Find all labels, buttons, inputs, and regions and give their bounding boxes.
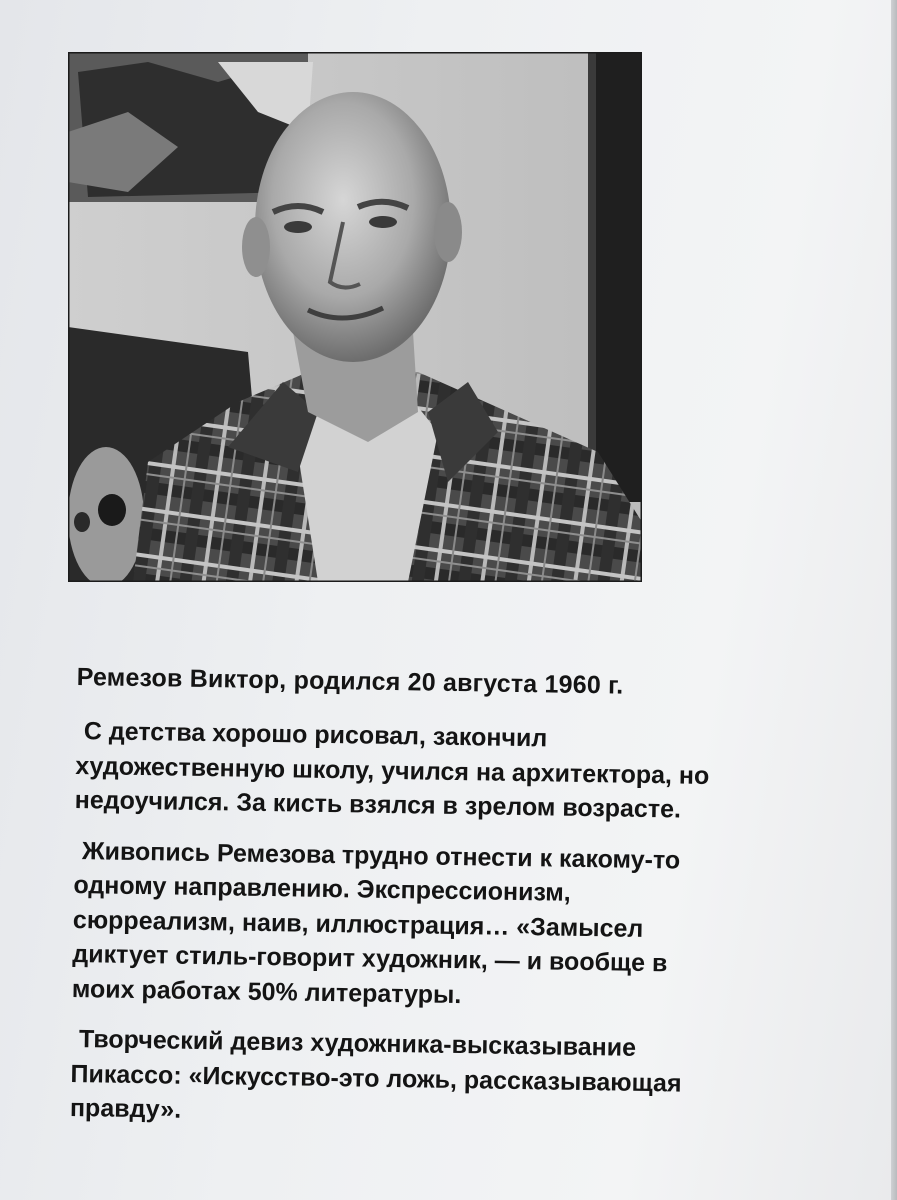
portrait-photo <box>68 52 642 582</box>
bio-line: моих работах 50% литературы. <box>71 974 462 1009</box>
bio-line: художественную школу, учился на архитектора, но <box>75 751 710 790</box>
bio-line: диктует стиль-говорит художник, — и вообще в <box>72 939 668 978</box>
bio-line: Творческий девиз художника-высказывание <box>78 1025 637 1062</box>
bio-paragraph-2 <box>72 833 835 1017</box>
bio-line: одному направлению. Экспрессионизм, <box>73 870 571 907</box>
artist-heading: Ремезов Виктор, родился 20 августа 1960 г. <box>76 662 624 700</box>
biography-text <box>69 660 836 1153</box>
bio-line: недоучился. За кисть взялся в зрелом возрасте. <box>74 785 682 824</box>
bio-line: сюрреализм, наив, иллюстрация… «Замысел <box>72 905 644 943</box>
bio-paragraph-1 <box>75 714 837 829</box>
bio-line: Пикассо: «Искусство-это ложь, рассказывающая <box>70 1059 682 1098</box>
bio-line: Живопись Ремезова трудно отнести к какому-то <box>81 836 681 874</box>
bio-line: С детства хорошо рисовал, закончил <box>83 717 548 753</box>
frame-edge <box>891 0 897 1200</box>
artist-portrait <box>68 52 642 582</box>
bio-paragraph-3 <box>70 1022 832 1137</box>
bio-line: правду». <box>69 1093 182 1124</box>
